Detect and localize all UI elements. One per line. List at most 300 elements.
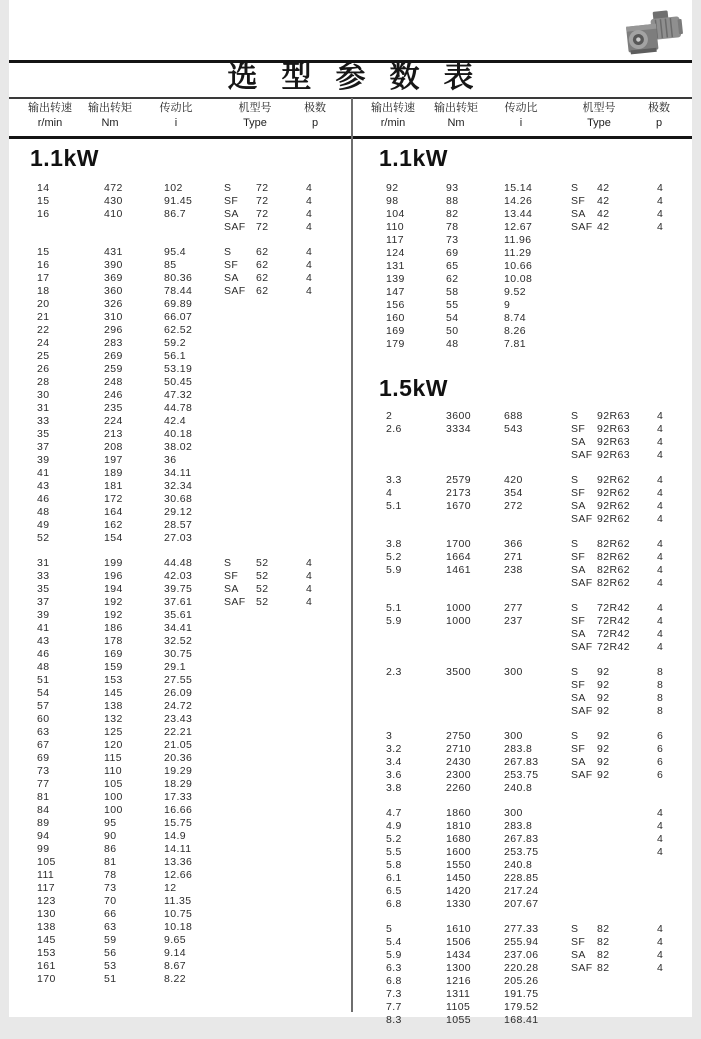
speed-cell: 3.2 bbox=[386, 743, 402, 755]
table-row bbox=[27, 596, 353, 609]
type-size-cell bbox=[256, 791, 306, 804]
type-prefix-cell bbox=[571, 260, 597, 273]
type-size-cell bbox=[256, 402, 306, 415]
poles-cell: 4 bbox=[657, 208, 664, 220]
speed-cell: 92 bbox=[386, 182, 399, 194]
type-size-cell: 92R62 bbox=[597, 513, 630, 525]
torque-cell: 145 bbox=[104, 687, 123, 699]
type-size-cell bbox=[256, 934, 306, 947]
table-row bbox=[27, 259, 353, 272]
speed-cell: 60 bbox=[37, 713, 50, 725]
power-section-heading: 1.5kW bbox=[379, 375, 448, 401]
type-prefix-cell bbox=[224, 908, 256, 921]
table-row bbox=[27, 921, 353, 934]
ratio-cell: 10.18 bbox=[164, 921, 193, 933]
torque-cell: 1600 bbox=[446, 846, 471, 858]
type-prefix-cell bbox=[571, 846, 597, 859]
data-block bbox=[27, 557, 353, 986]
type-prefix-cell: SAF bbox=[571, 641, 593, 653]
poles-cell bbox=[306, 609, 346, 622]
torque-cell: 310 bbox=[104, 311, 123, 323]
speed-cell: 131 bbox=[386, 260, 405, 272]
speed-cell: 6.8 bbox=[386, 898, 402, 910]
torque-cell: 390 bbox=[104, 259, 123, 271]
type-size-cell bbox=[256, 713, 306, 726]
type-prefix-cell bbox=[224, 674, 256, 687]
type-prefix-cell bbox=[571, 885, 597, 898]
type-size-cell: 92R63 bbox=[597, 410, 630, 422]
type-prefix-cell bbox=[571, 273, 597, 286]
table-row bbox=[376, 756, 688, 769]
ratio-cell: 13.44 bbox=[504, 208, 533, 220]
ratio-cell: 205.26 bbox=[504, 975, 539, 987]
type-prefix-cell: SF bbox=[224, 195, 239, 207]
table-row bbox=[27, 869, 353, 882]
type-size-cell bbox=[256, 350, 306, 363]
type-prefix-cell bbox=[224, 532, 256, 545]
speed-cell: 94 bbox=[37, 830, 50, 842]
type-size-cell bbox=[256, 376, 306, 389]
poles-cell bbox=[306, 674, 346, 687]
speed-cell: 4 bbox=[386, 487, 393, 499]
speed-cell: 99 bbox=[37, 843, 50, 855]
table-row bbox=[27, 648, 353, 661]
ratio-cell: 12.66 bbox=[164, 869, 193, 881]
torque-cell: 88 bbox=[446, 195, 459, 207]
poles-cell bbox=[306, 635, 346, 648]
speed-cell: 4.7 bbox=[386, 807, 402, 819]
poles-cell bbox=[306, 402, 346, 415]
type-size-cell bbox=[256, 363, 306, 376]
type-prefix-cell bbox=[224, 765, 256, 778]
ratio-cell: 10.66 bbox=[504, 260, 533, 272]
ratio-cell: 10.08 bbox=[504, 273, 533, 285]
torque-cell: 51 bbox=[104, 973, 117, 985]
table-row bbox=[27, 635, 353, 648]
table-row bbox=[27, 843, 353, 856]
type-prefix-cell bbox=[224, 622, 256, 635]
ratio-cell: 16.66 bbox=[164, 804, 193, 816]
header-unit: Nm bbox=[101, 117, 119, 129]
ratio-cell: 30.68 bbox=[164, 493, 193, 505]
type-size-cell bbox=[597, 234, 657, 247]
speed-cell: 5.1 bbox=[386, 602, 402, 614]
type-size-cell bbox=[256, 687, 306, 700]
poles-cell: 4 bbox=[657, 449, 664, 461]
torque-cell: 2579 bbox=[446, 474, 471, 486]
torque-cell bbox=[446, 436, 504, 449]
ratio-cell: 37.61 bbox=[164, 596, 193, 608]
ratio-cell: 32.34 bbox=[164, 480, 193, 492]
poles-cell: 4 bbox=[657, 500, 664, 512]
ratio-cell: 14.26 bbox=[504, 195, 533, 207]
torque-cell: 296 bbox=[104, 324, 123, 336]
type-size-cell bbox=[597, 299, 657, 312]
torque-cell: 164 bbox=[104, 506, 123, 518]
table-row bbox=[376, 641, 688, 654]
torque-cell: 93 bbox=[446, 182, 459, 194]
table-row bbox=[376, 410, 688, 423]
torque-cell: 78 bbox=[446, 221, 459, 233]
poles-cell bbox=[306, 428, 346, 441]
type-size-cell: 62 bbox=[256, 272, 269, 284]
type-size-cell: 72R42 bbox=[597, 602, 630, 614]
header-unit: Nm bbox=[447, 117, 465, 129]
table-row bbox=[376, 195, 688, 208]
poles-cell bbox=[657, 286, 692, 299]
data-block bbox=[376, 807, 688, 911]
poles-cell bbox=[306, 363, 346, 376]
speed-cell: 6.1 bbox=[386, 872, 402, 884]
speed-cell: 67 bbox=[37, 739, 50, 751]
speed-cell: 123 bbox=[37, 895, 56, 907]
header-label: 传动比 bbox=[159, 102, 193, 114]
torque-cell: 54 bbox=[446, 312, 459, 324]
type-prefix-cell bbox=[224, 648, 256, 661]
data-block bbox=[376, 730, 688, 795]
torque-cell: 2750 bbox=[446, 730, 471, 742]
table-row bbox=[27, 454, 353, 467]
table-row bbox=[27, 960, 353, 973]
torque-cell: 472 bbox=[104, 182, 123, 194]
ratio-cell: 27.55 bbox=[164, 674, 193, 686]
ratio-cell: 30.75 bbox=[164, 648, 193, 660]
ratio-cell: 283.8 bbox=[504, 743, 533, 755]
poles-cell: 4 bbox=[306, 182, 313, 194]
torque-cell: 369 bbox=[104, 272, 123, 284]
torque-cell: 1700 bbox=[446, 538, 471, 550]
poles-cell: 6 bbox=[657, 756, 664, 768]
table-row bbox=[27, 687, 353, 700]
torque-cell: 1311 bbox=[446, 988, 471, 1000]
torque-cell: 2173 bbox=[446, 487, 471, 499]
type-size-cell: 92R62 bbox=[597, 487, 630, 499]
ratio-cell: 11.35 bbox=[164, 895, 192, 907]
speed-cell: 130 bbox=[37, 908, 56, 920]
torque-cell bbox=[446, 449, 504, 462]
header-unit: r/min bbox=[380, 117, 406, 129]
type-size-cell bbox=[597, 885, 657, 898]
speed-cell: 39 bbox=[37, 454, 50, 466]
type-size-cell bbox=[256, 739, 306, 752]
table-row bbox=[27, 415, 353, 428]
type-prefix-cell bbox=[224, 389, 256, 402]
table-row bbox=[376, 182, 688, 195]
poles-cell bbox=[306, 441, 346, 454]
type-prefix-cell bbox=[224, 337, 256, 350]
torque-cell bbox=[104, 221, 164, 234]
speed-cell bbox=[386, 577, 446, 590]
type-size-cell: 72R42 bbox=[597, 641, 630, 653]
type-prefix-cell bbox=[571, 859, 597, 872]
speed-cell: 2.3 bbox=[386, 666, 402, 678]
table-row bbox=[376, 286, 688, 299]
poles-cell: 4 bbox=[657, 923, 664, 935]
table-row bbox=[27, 557, 353, 570]
type-prefix-cell: S bbox=[571, 666, 579, 678]
data-block bbox=[376, 602, 688, 654]
table-row bbox=[376, 962, 688, 975]
ratio-cell: 56.1 bbox=[164, 350, 187, 362]
ratio-cell: 240.8 bbox=[504, 859, 533, 871]
table-row bbox=[27, 311, 353, 324]
type-prefix-cell: SA bbox=[571, 564, 586, 576]
type-prefix-cell bbox=[224, 350, 256, 363]
torque-cell: 81 bbox=[104, 856, 117, 868]
poles-cell bbox=[306, 921, 346, 934]
type-size-cell: 92R62 bbox=[597, 474, 630, 486]
ratio-cell: 267.83 bbox=[504, 756, 539, 768]
header-unit: p bbox=[655, 117, 663, 129]
torque-cell bbox=[446, 705, 504, 718]
type-prefix-cell bbox=[224, 895, 256, 908]
poles-cell bbox=[306, 726, 346, 739]
speed-cell: 77 bbox=[37, 778, 50, 790]
ratio-cell: 18.29 bbox=[164, 778, 193, 790]
torque-cell: 50 bbox=[446, 325, 459, 337]
speed-cell: 5.9 bbox=[386, 564, 402, 576]
poles-cell bbox=[657, 898, 692, 911]
type-prefix-cell: SA bbox=[571, 436, 586, 448]
speed-cell: 7.3 bbox=[386, 988, 402, 1000]
poles-cell bbox=[306, 454, 346, 467]
type-size-cell: 92R63 bbox=[597, 449, 630, 461]
poles-cell: 4 bbox=[657, 474, 664, 486]
table-row bbox=[27, 947, 353, 960]
type-prefix-cell bbox=[224, 441, 256, 454]
table-row bbox=[376, 474, 688, 487]
type-prefix-cell: SAF bbox=[571, 769, 593, 781]
table-row bbox=[376, 449, 688, 462]
speed-cell: 6.8 bbox=[386, 975, 402, 987]
speed-cell: 2 bbox=[386, 410, 393, 422]
table-row bbox=[376, 577, 688, 590]
type-size-cell: 62 bbox=[256, 259, 269, 271]
table-row bbox=[27, 506, 353, 519]
speed-cell: 43 bbox=[37, 480, 50, 492]
speed-cell: 3 bbox=[386, 730, 393, 742]
type-prefix-cell bbox=[224, 687, 256, 700]
ratio-cell: 44.48 bbox=[164, 557, 193, 569]
type-size-cell bbox=[597, 260, 657, 273]
poles-cell bbox=[306, 415, 346, 428]
poles-cell bbox=[306, 856, 346, 869]
poles-cell: 8 bbox=[657, 679, 664, 691]
table-row bbox=[376, 743, 688, 756]
poles-cell: 4 bbox=[306, 246, 313, 258]
torque-cell bbox=[446, 513, 504, 526]
type-prefix-cell: SF bbox=[571, 423, 586, 435]
ratio-cell: 19.29 bbox=[164, 765, 193, 777]
table-row bbox=[27, 791, 353, 804]
type-prefix-cell: SAF bbox=[224, 285, 246, 297]
type-size-cell bbox=[597, 846, 657, 859]
poles-cell: 4 bbox=[306, 221, 313, 233]
speed-cell: 84 bbox=[37, 804, 50, 816]
type-size-cell bbox=[256, 674, 306, 687]
speed-cell bbox=[386, 641, 446, 654]
torque-cell: 95 bbox=[104, 817, 117, 829]
type-size-cell bbox=[256, 908, 306, 921]
poles-cell bbox=[306, 830, 346, 843]
table-row bbox=[27, 363, 353, 376]
type-size-cell bbox=[597, 872, 657, 885]
ratio-cell: 78.44 bbox=[164, 285, 193, 297]
speed-cell: 49 bbox=[37, 519, 50, 531]
table-row bbox=[376, 679, 688, 692]
poles-cell: 8 bbox=[657, 705, 664, 717]
type-prefix-cell: SF bbox=[571, 195, 586, 207]
ratio-cell: 35.61 bbox=[164, 609, 193, 621]
table-row bbox=[376, 312, 688, 325]
type-size-cell bbox=[256, 609, 306, 622]
type-size-cell: 42 bbox=[597, 182, 610, 194]
poles-cell bbox=[306, 687, 346, 700]
ratio-cell: 40.18 bbox=[164, 428, 193, 440]
table-row bbox=[27, 285, 353, 298]
type-prefix-cell: SAF bbox=[571, 221, 593, 233]
ratio-cell bbox=[504, 628, 571, 641]
ratio-cell: 7.81 bbox=[504, 338, 527, 350]
type-prefix-cell bbox=[224, 454, 256, 467]
torque-cell: 360 bbox=[104, 285, 123, 297]
speed-cell: 20 bbox=[37, 298, 50, 310]
type-size-cell: 82R62 bbox=[597, 564, 630, 576]
speed-cell: 124 bbox=[386, 247, 405, 259]
type-prefix-cell: SA bbox=[224, 583, 239, 595]
type-size-cell: 92 bbox=[597, 705, 610, 717]
type-size-cell bbox=[256, 752, 306, 765]
torque-cell: 69 bbox=[446, 247, 459, 259]
speed-cell: 8.3 bbox=[386, 1014, 402, 1026]
type-size-cell bbox=[256, 324, 306, 337]
torque-cell bbox=[446, 577, 504, 590]
ratio-cell: 688 bbox=[504, 410, 523, 422]
type-size-cell bbox=[256, 947, 306, 960]
torque-cell: 192 bbox=[104, 609, 123, 621]
data-block bbox=[376, 666, 688, 718]
torque-cell: 283 bbox=[104, 337, 123, 349]
table-row bbox=[376, 423, 688, 436]
speed-cell: 69 bbox=[37, 752, 50, 764]
torque-cell: 1300 bbox=[446, 962, 471, 974]
table-row bbox=[27, 778, 353, 791]
type-size-cell bbox=[597, 833, 657, 846]
ratio-cell: 240.8 bbox=[504, 782, 533, 794]
table-row bbox=[376, 782, 688, 795]
ratio-cell: 44.78 bbox=[164, 402, 193, 414]
type-prefix-cell bbox=[224, 921, 256, 934]
poles-cell bbox=[306, 934, 346, 947]
ratio-cell: 15.75 bbox=[164, 817, 193, 829]
table-row bbox=[27, 765, 353, 778]
type-prefix-cell: SA bbox=[571, 692, 586, 704]
type-prefix-cell: S bbox=[571, 474, 579, 486]
poles-cell bbox=[306, 298, 346, 311]
type-size-cell bbox=[597, 273, 657, 286]
type-prefix-cell: SA bbox=[571, 949, 586, 961]
header-label: 机型号 bbox=[238, 102, 272, 114]
torque-cell: 172 bbox=[104, 493, 123, 505]
speed-cell: 37 bbox=[37, 441, 50, 453]
data-block bbox=[27, 246, 353, 545]
type-size-cell: 72R42 bbox=[597, 615, 630, 627]
type-prefix-cell: SF bbox=[571, 679, 586, 691]
type-size-cell: 82 bbox=[597, 949, 610, 961]
type-size-cell: 92 bbox=[597, 769, 610, 781]
speed-cell: 15 bbox=[37, 246, 50, 258]
table-row bbox=[376, 975, 688, 988]
type-prefix-cell bbox=[224, 960, 256, 973]
header-label: 传动比 bbox=[504, 102, 538, 114]
poles-cell bbox=[306, 350, 346, 363]
type-prefix-cell: SA bbox=[571, 756, 586, 768]
type-prefix-cell: SF bbox=[571, 936, 586, 948]
type-prefix-cell bbox=[571, 338, 597, 351]
type-prefix-cell bbox=[224, 726, 256, 739]
type-prefix-cell bbox=[224, 778, 256, 791]
type-size-cell: 42 bbox=[597, 221, 610, 233]
ratio-cell: 277.33 bbox=[504, 923, 539, 935]
type-prefix-cell: SF bbox=[224, 570, 239, 582]
table-row bbox=[376, 513, 688, 526]
speed-cell: 5.9 bbox=[386, 615, 402, 627]
type-prefix-cell bbox=[224, 298, 256, 311]
type-size-cell bbox=[256, 648, 306, 661]
type-size-cell bbox=[256, 817, 306, 830]
ratio-cell: 102 bbox=[164, 182, 183, 194]
type-prefix-cell bbox=[224, 856, 256, 869]
ratio-cell: 59.2 bbox=[164, 337, 187, 349]
speed-cell bbox=[386, 679, 446, 692]
type-size-cell: 92 bbox=[597, 756, 610, 768]
torque-cell: 70 bbox=[104, 895, 117, 907]
type-prefix-cell bbox=[224, 376, 256, 389]
type-prefix-cell bbox=[571, 234, 597, 247]
poles-cell: 4 bbox=[657, 513, 664, 525]
poles-cell bbox=[306, 661, 346, 674]
poles-cell bbox=[306, 480, 346, 493]
ratio-cell: 9.65 bbox=[164, 934, 187, 946]
header-label: 极数 bbox=[648, 102, 670, 114]
type-prefix-cell bbox=[224, 869, 256, 882]
poles-cell bbox=[657, 260, 692, 273]
speed-cell: 26 bbox=[37, 363, 50, 375]
type-prefix-cell: SAF bbox=[571, 513, 593, 525]
type-size-cell: 92 bbox=[597, 692, 610, 704]
type-prefix-cell bbox=[571, 782, 597, 795]
speed-cell: 3.4 bbox=[386, 756, 402, 768]
type-prefix-cell: SF bbox=[224, 259, 239, 271]
type-size-cell: 42 bbox=[597, 195, 610, 207]
type-size-cell: 92 bbox=[597, 666, 610, 678]
speed-cell: 54 bbox=[37, 687, 50, 699]
type-prefix-cell bbox=[224, 830, 256, 843]
ratio-cell: 85 bbox=[164, 259, 177, 271]
speed-cell: 4.9 bbox=[386, 820, 402, 832]
type-prefix-cell: S bbox=[224, 182, 232, 194]
table-row bbox=[27, 182, 353, 195]
type-size-cell bbox=[256, 700, 306, 713]
torque-cell: 259 bbox=[104, 363, 123, 375]
type-prefix-cell bbox=[224, 311, 256, 324]
torque-cell: 58 bbox=[446, 286, 459, 298]
ratio-cell: 20.36 bbox=[164, 752, 193, 764]
header-unit: p bbox=[311, 117, 319, 129]
speed-cell: 46 bbox=[37, 493, 50, 505]
torque-cell: 1330 bbox=[446, 898, 471, 910]
speed-cell bbox=[386, 513, 446, 526]
